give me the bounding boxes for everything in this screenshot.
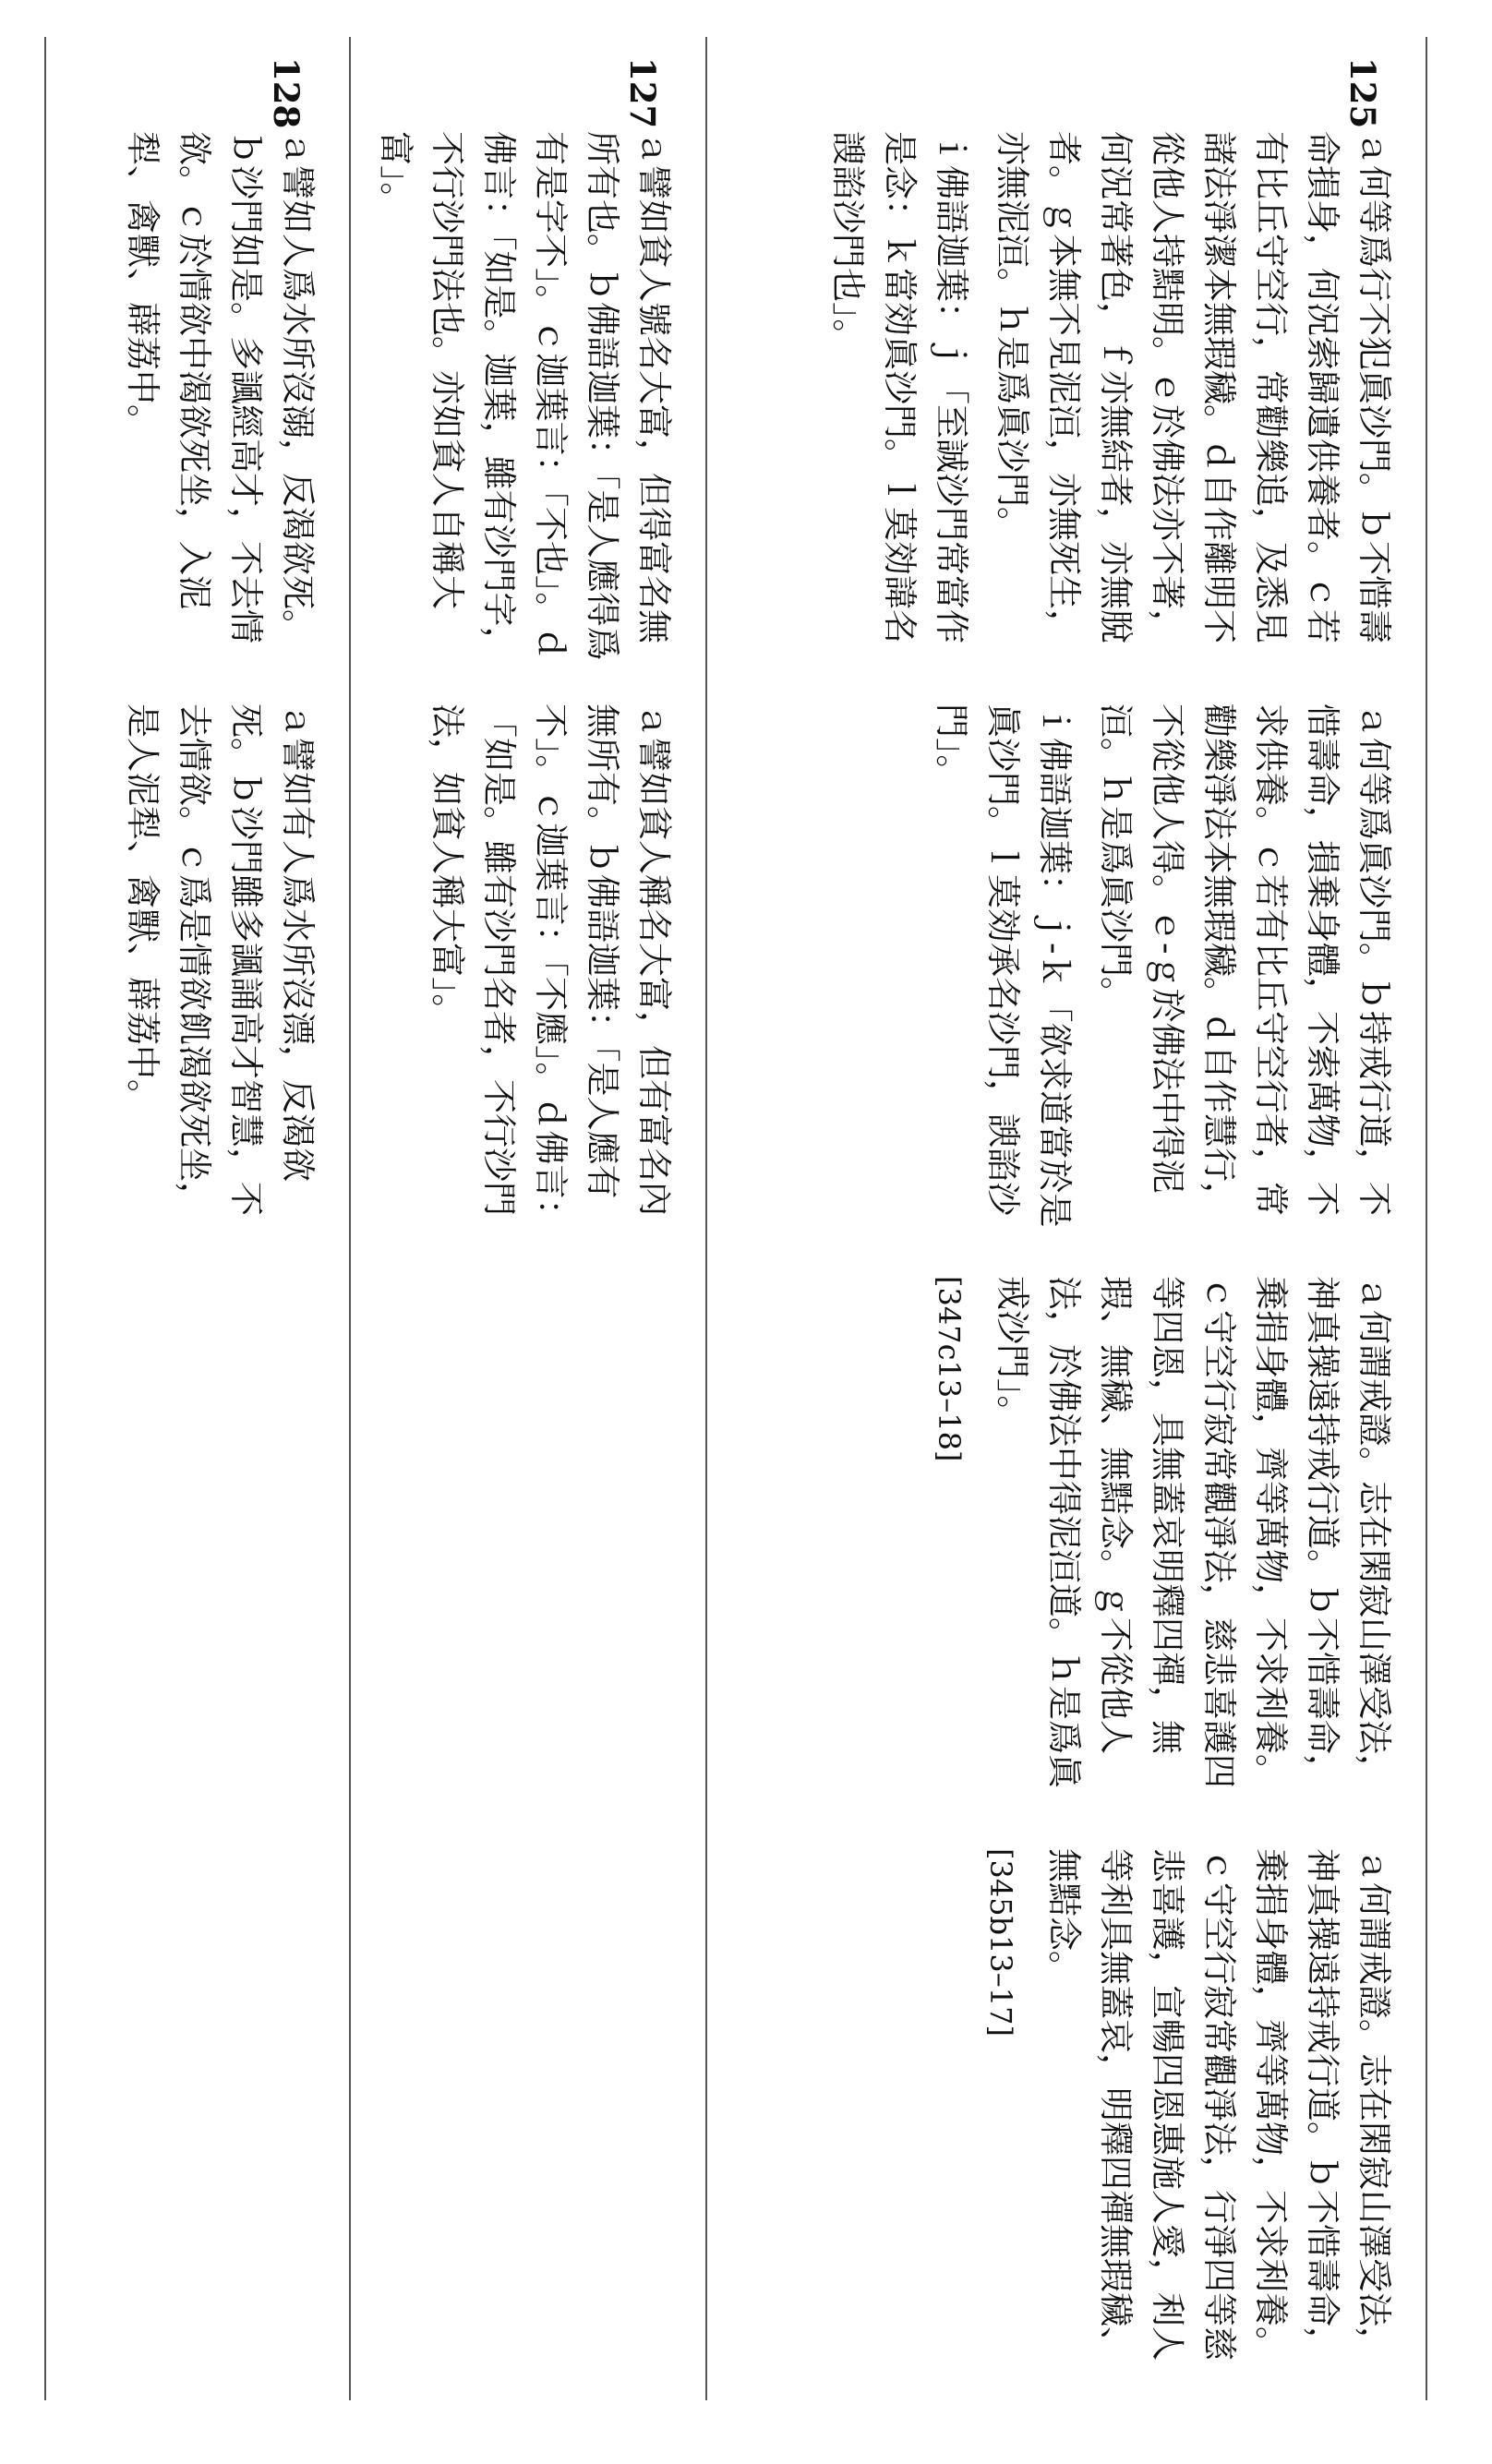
table-row-125 <box>706 37 1426 2400</box>
text-cell-col4 <box>350 1828 706 2400</box>
text-cell-col3 <box>706 1256 1426 1828</box>
text-cell-col3 <box>45 1256 350 1828</box>
text-cell-col3 <box>350 1256 706 1828</box>
text-cell-col2 <box>350 683 706 1256</box>
passage-text: ａ何謂戒證。志在閑寂山澤受法，神真操遠持戒行道。ｂ不惜壽命，棄捐身體，齊等萬物，不求利養。ｃ守空行寂常觀淨法，行淨四等慈悲喜護，宣暢四恩惠施人愛，利人等利具無蓋哀，明釋四禪無瑕穢、無黠念。 <box>1044 1848 1394 2361</box>
reference-citation: [345b13–17] <box>983 1848 1018 2037</box>
text-cell-col1 <box>706 111 1426 683</box>
passage-text: ａ何等爲行不犯眞沙門。ｂ不惜壽命損身，何況索歸遺供養者。ｃ若有比丘守空行，常勸樂追，及悉見諸法淨潔本無瑕穢。ｄ自作離明不從他人持黠明。ｅ於佛法亦不著，何況常著色，ｆ亦無結者，亦無脫者。ｇ本無不見泥洹，亦無死生，亦無泥洹。ｈ是爲眞沙門。 <box>993 131 1394 643</box>
text-cell-col1 <box>350 111 706 683</box>
text-cell-col2 <box>45 683 350 1256</box>
row-number: 125 <box>1342 57 1383 129</box>
passage-text: ｉ佛語迦葉：ｊ-ｋ「欲求道當於是眞沙門。ｌ莫効承名沙門，諛諂沙門」。 <box>932 703 1075 1228</box>
passage-text: ａ何謂戒證。志在閑寂山澤受法，神真操遠持戒行道。ｂ不惜壽命，棄捐身體，齊等萬物，不求利養。ｃ守空行寂常觀淨法，慈悲喜護四等四恩，具無蓋哀明釋四禪，無瑕、無穢、無黠念。ｇ不從他人法，於佛法中得泥洹道。ｈ是爲眞戒沙門」。 <box>993 1276 1394 1788</box>
passage-text: ａ譬如貧人稱名大富，但有富名內無所有。ｂ佛語迦葉：「是人應有不」。ｃ迦葉言：「不應」。ｄ佛言：「如是。雖有沙門名者，不行沙門法，如貧人稱大富」。 <box>427 703 674 1233</box>
row-number: 127 <box>622 57 663 129</box>
passage-text: ａ譬如貧人號名大富，但得富名無所有也。ｂ佛語迦葉：「是人應得爲有是字不」。ｃ迦葉言：「不也」。ｄ佛言：「如是。迦葉，雖有沙門字，不行沙門法也。亦如貧人自稱大富」。 <box>376 131 674 661</box>
passage-text: ｉ佛語迦葉：ｊ「至誠沙門常當作是念：ｋ當効眞沙門。ｌ莫効諱名謏諂沙門也」。 <box>828 131 971 643</box>
reference-citation: [347c13–18] <box>932 1276 967 1462</box>
text-cell-col4 <box>706 1828 1426 2400</box>
text-cell-col1 <box>45 111 350 683</box>
parallel-text-table <box>44 37 1427 2400</box>
text-cell-col2 <box>706 683 1426 1256</box>
passage-text: ａ何等爲眞沙門。ｂ持戒行道，不惜壽命，損棄身體，不索萬物，不求供養。ｃ若有比丘守空行者，常勸樂淨法本無瑕穢。ｄ自作慧行，不從他人得。ｅ-ｇ於佛法中得泥洹。ｈ是爲眞沙門。 <box>1096 703 1394 1216</box>
row-number: 128 <box>266 57 307 129</box>
passage-text: ａ譬如人爲水所沒溺，反渴欲死。ｂ沙門如是。多諷經高才，不去情欲。ｃ於情欲中渴欲死坐，入泥犁、禽獸、薜荔中。 <box>123 131 318 643</box>
table-row-128 <box>45 37 350 2400</box>
passage-text: ａ譬如有人爲水所沒漂，反渴欲死。ｂ沙門雖多諷誦高才智慧，不去情欲。ｃ爲是情欲飢渴欲死坐，是人泥犁、禽獸、薜荔中。 <box>123 703 318 1216</box>
table-row-127 <box>350 37 706 2400</box>
text-cell-col4 <box>45 1828 350 2400</box>
